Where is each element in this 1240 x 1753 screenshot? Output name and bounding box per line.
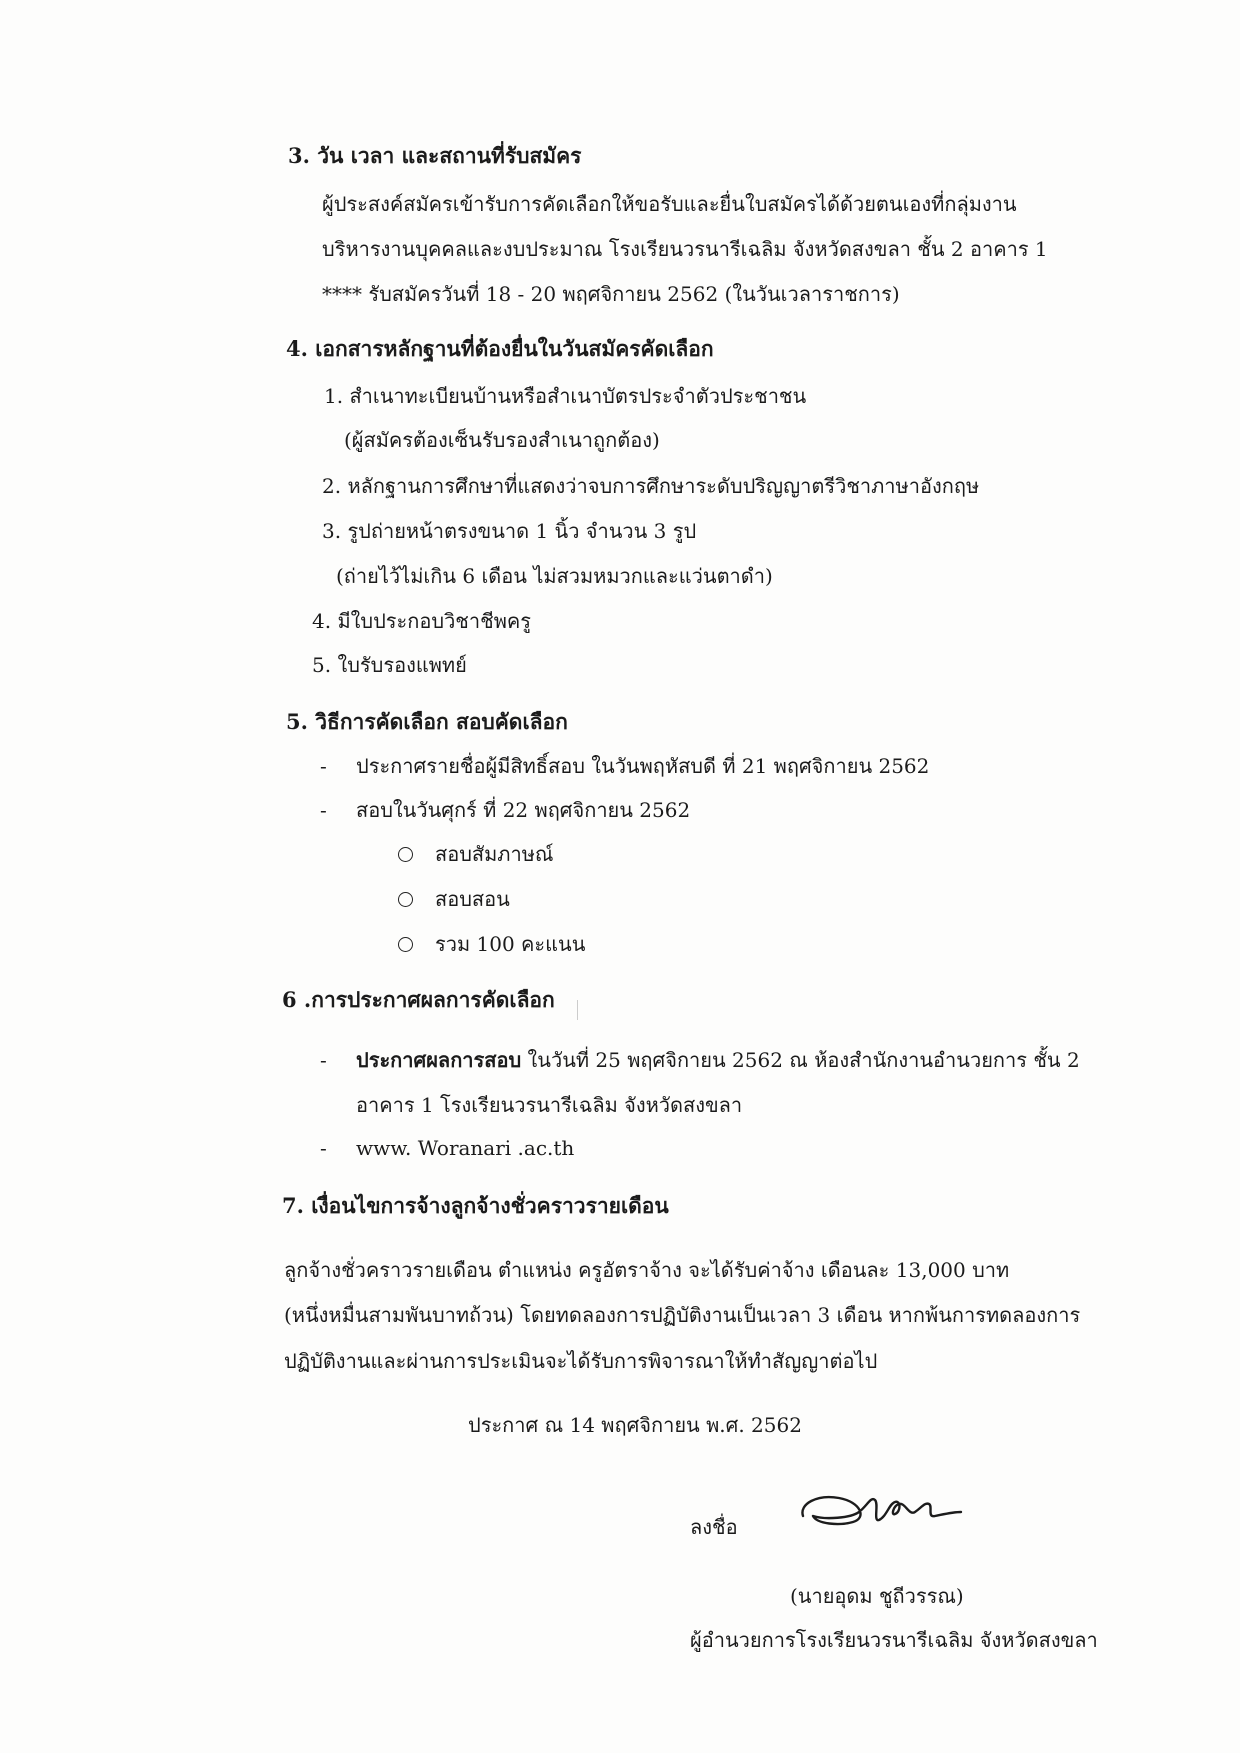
section7-line-2: (หนึ่งหมื่นสามพันบาทถ้วน) โดยทดลองการปฏิบัติงานเป็นเวลา 3 เดือน หากพ้นการทดลองการ [284, 1303, 1081, 1327]
section3-line-1: ผู้ประสงค์สมัครเข้ารับการคัดเลือกให้ขอรับและยื่นใบสมัครได้ด้วยตนเองที่กลุ่มงาน [322, 192, 1017, 216]
circle-bullet-icon [398, 937, 413, 952]
bullet-dash: - [320, 1136, 327, 1160]
bullet-dash: - [320, 1048, 327, 1072]
section4-item-1: 1. สำเนาทะเบียนบ้านหรือสำเนาบัตรประจำตัวประชาชน [324, 384, 807, 408]
section7-line-1: ลูกจ้างชั่วคราวรายเดือน ตำแหน่ง ครูอัตราจ้าง จะได้รับค่าจ้าง เดือนละ 13,000 บาท [284, 1258, 1010, 1282]
section5-bullet-1: ประกาศรายชื่อผู้มีสิทธิ์สอบ ในวันพฤหัสบดี ที่ 21 พฤศจิกายน 2562 [356, 754, 930, 778]
section5-subitem-1 [398, 840, 553, 868]
sign-label: ลงชื่อ [690, 1515, 738, 1539]
section4-item-3-note: (ถ่ายไว้ไม่เกิน 6 เดือน ไม่สวมหมวกและแว่นตาดำ) [336, 564, 773, 588]
announce-date: ประกาศ ณ 14 พฤศจิกายน พ.ศ. 2562 [468, 1413, 802, 1437]
subitem-text: สอบสัมภาษณ์ [435, 842, 554, 866]
section6-heading: 6 .การประกาศผลการคัดเลือก [282, 987, 555, 1012]
section3-heading: 3. วัน เวลา และสถานที่รับสมัคร [288, 143, 582, 168]
section4-item-3: 3. รูปถ่ายหน้าตรงขนาด 1 นิ้ว จำนวน 3 รูป [322, 519, 697, 543]
section7-line-3: ปฏิบัติงานและผ่านการประเมินจะได้รับการพิจารณาให้ทำสัญญาต่อไป [284, 1349, 878, 1373]
section4-item-5: 5. ใบรับรองแพทย์ [312, 653, 467, 677]
section6-bullet-1 [356, 1046, 1080, 1074]
results-label: ประกาศผลการสอบ [356, 1048, 522, 1072]
results-details: ในวันที่ 25 พฤศจิกายน 2562 ณ ห้องสำนักงานอำนวยการ ชั้น 2 [521, 1048, 1080, 1072]
circle-bullet-icon [398, 847, 413, 862]
section5-heading: 5. วิธีการคัดเลือก สอบคัดเลือก [286, 709, 568, 734]
signer-name: (นายอุดม ชูถีวรรณ) [790, 1584, 964, 1608]
section5-bullet-2: สอบในวันศุกร์ ที่ 22 พฤศจิกายน 2562 [356, 798, 691, 822]
section7-heading: 7. เงื่อนไขการจ้างลูกจ้างชั่วคราวรายเดือน [282, 1193, 669, 1218]
bullet-dash: - [320, 798, 327, 822]
signer-position: ผู้อำนวยการโรงเรียนวรนารีเฉลิม จังหวัดสงขลา [690, 1628, 1098, 1652]
scan-artifact [577, 1000, 578, 1020]
circle-bullet-icon [398, 892, 413, 907]
section5-subitem-3 [398, 930, 585, 958]
bullet-dash: - [320, 754, 327, 778]
handwritten-signature [795, 1482, 965, 1540]
section4-item-4: 4. มีใบประกอบวิชาชีพครู [312, 609, 531, 633]
subitem-text: สอบสอน [435, 887, 510, 911]
section4-item-1-note: (ผู้สมัครต้องเซ็นรับรองสำเนาถูกต้อง) [344, 428, 660, 452]
subitem-text: รวม 100 คะแนน [435, 932, 586, 956]
section4-item-2: 2. หลักฐานการศึกษาที่แสดงว่าจบการศึกษาระดับปริญญาตรีวิชาภาษาอังกฤษ [322, 474, 980, 498]
section3-line-3: **** รับสมัครวันที่ 18 - 20 พฤศจิกายน 2562 (ในวันเวลาราชการ) [322, 282, 900, 306]
section6-website: www. Woranari .ac.th [356, 1136, 575, 1160]
section6-bullet-1-line2: อาคาร 1 โรงเรียนวรนารีเฉลิม จังหวัดสงขลา [356, 1093, 743, 1117]
section5-subitem-2 [398, 885, 510, 913]
section3-line-2: บริหารงานบุคคลและงบประมาณ โรงเรียนวรนารีเฉลิม จังหวัดสงขลา ชั้น 2 อาคาร 1 [322, 237, 1048, 261]
section4-heading: 4. เอกสารหลักฐานที่ต้องยื่นในวันสมัครคัดเลือก [286, 336, 714, 361]
